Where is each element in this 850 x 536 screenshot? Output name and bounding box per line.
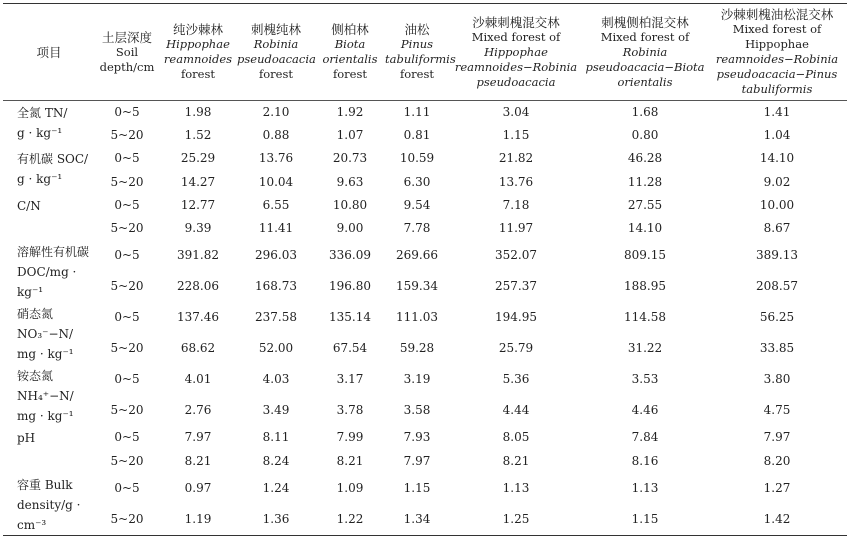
- header-col-4: 沙棘刺槐混交林 Mixed forest of Hippophae reamnoides−Robinia pseudoacacia: [454, 14, 578, 89]
- value-cell: 11.97: [498, 221, 534, 236]
- row-label-line1: C/N: [17, 198, 41, 213]
- value-cell: 8.67: [763, 221, 791, 236]
- value-cell: 1.11: [403, 104, 431, 119]
- value-cell: 1.98: [184, 104, 212, 119]
- value-cell: 3.53: [631, 372, 659, 387]
- depth-cell: 0~5: [114, 248, 140, 263]
- table-row: [3, 302, 847, 333]
- table-row: [3, 333, 847, 364]
- row-label: [3, 147, 95, 194]
- depth-cell: 5~20: [110, 403, 144, 418]
- value-cell: 114.58: [624, 310, 666, 325]
- depth-cell: 5~20: [110, 279, 144, 294]
- row-label-line1: 容重 Bulk: [17, 477, 73, 492]
- value-cell: 7.97: [184, 430, 212, 445]
- value-cell: 11.41: [258, 221, 294, 236]
- value-cell: 1.15: [403, 481, 431, 495]
- value-cell: 9.39: [184, 221, 212, 236]
- table-row: [3, 194, 847, 217]
- value-cell: 3.17: [336, 372, 364, 387]
- value-cell: 59.28: [399, 341, 435, 356]
- header-item: 项目: [36, 44, 62, 60]
- value-cell: 269.66: [396, 248, 438, 263]
- value-cell: 9.63: [336, 174, 364, 189]
- value-cell: 14.10: [627, 221, 663, 236]
- header-col-6: 沙棘刺槐油松混交林 Mixed forest of Hippophae reamnoides−Robinia pseudoacacia−Pinus tabuliformis: [715, 7, 839, 96]
- value-cell: 2.10: [262, 104, 290, 119]
- depth-cell: 5~20: [110, 221, 144, 236]
- value-cell: 8.20: [763, 453, 791, 468]
- value-cell: 111.03: [396, 310, 438, 325]
- value-cell: 137.46: [177, 310, 219, 325]
- value-cell: 3.58: [403, 403, 431, 418]
- row-label-line2: density/g · cm⁻³: [17, 497, 81, 532]
- value-cell: 4.44: [502, 403, 530, 418]
- row-label: [3, 101, 95, 148]
- value-cell: 257.37: [495, 279, 537, 294]
- value-cell: 4.01: [184, 372, 212, 387]
- value-cell: 0.81: [403, 127, 431, 142]
- value-cell: 1.15: [502, 127, 530, 142]
- value-cell: 391.82: [177, 248, 219, 263]
- value-cell: 3.78: [336, 403, 364, 418]
- depth-cell: 0~5: [114, 372, 140, 387]
- value-cell: 8.21: [184, 453, 212, 468]
- row-label-line1: 全氮 TN/: [17, 106, 68, 120]
- table-header: [3, 4, 847, 101]
- value-cell: 1.68: [631, 104, 659, 119]
- value-cell: 0.88: [262, 127, 290, 142]
- value-cell: 0.97: [184, 481, 212, 495]
- header-depth: 土层深度 Soil depth/cm: [99, 29, 155, 74]
- table-row: [3, 101, 847, 124]
- value-cell: 3.49: [262, 403, 290, 418]
- value-cell: 196.80: [329, 279, 371, 294]
- value-cell: 56.25: [759, 310, 795, 325]
- value-cell: 1.15: [631, 512, 659, 526]
- value-cell: 7.78: [403, 221, 431, 236]
- value-cell: 228.06: [177, 279, 219, 294]
- table-row: [3, 395, 847, 426]
- value-cell: 12.77: [180, 197, 216, 212]
- row-label-line2: mg · kg⁻¹: [17, 409, 74, 424]
- row-label-line1: 溶解性有机碳: [17, 245, 90, 260]
- value-cell: 4.46: [631, 403, 659, 418]
- row-label: [3, 364, 95, 426]
- value-cell: 25.29: [180, 151, 216, 166]
- value-cell: 7.93: [403, 430, 431, 445]
- value-cell: 9.54: [403, 197, 431, 212]
- value-cell: 14.27: [180, 174, 216, 189]
- row-label-line2: g · kg⁻¹: [17, 126, 63, 140]
- value-cell: 8.05: [502, 430, 530, 445]
- value-cell: 336.09: [329, 248, 371, 263]
- value-cell: 208.57: [756, 279, 798, 294]
- row-label-line1: 硝态氮 NO₃⁻−N/: [17, 307, 74, 342]
- depth-cell: 0~5: [114, 197, 140, 212]
- value-cell: 0.80: [631, 127, 659, 142]
- value-cell: 6.30: [403, 174, 431, 189]
- value-cell: 7.99: [336, 430, 364, 445]
- row-label: [3, 426, 95, 473]
- value-cell: 194.95: [495, 310, 537, 325]
- value-cell: 1.52: [184, 127, 212, 142]
- depth-cell: 0~5: [114, 430, 140, 445]
- value-cell: 4.03: [262, 372, 290, 387]
- value-cell: 1.22: [336, 512, 364, 526]
- depth-cell: 0~5: [114, 151, 140, 166]
- table-row: [3, 217, 847, 240]
- value-cell: 1.41: [763, 104, 791, 119]
- value-cell: 33.85: [759, 341, 795, 356]
- depth-cell: 5~20: [110, 341, 144, 356]
- value-cell: 1.13: [631, 481, 659, 495]
- value-cell: 168.73: [255, 279, 297, 294]
- value-cell: 27.55: [627, 197, 663, 212]
- value-cell: 7.97: [763, 430, 791, 445]
- value-cell: 13.76: [498, 174, 534, 189]
- row-label-line2: DOC/mg · kg⁻¹: [17, 265, 77, 300]
- value-cell: 188.95: [624, 279, 666, 294]
- value-cell: 14.10: [759, 151, 795, 166]
- table-body: [3, 101, 847, 536]
- value-cell: 25.79: [498, 341, 534, 356]
- value-cell: 1.42: [763, 512, 791, 526]
- value-cell: 237.58: [255, 310, 297, 325]
- header-col-2: 侧柏林 Biota orientalis forest: [322, 22, 378, 81]
- value-cell: 7.84: [631, 430, 659, 445]
- value-cell: 1.92: [336, 104, 364, 119]
- value-cell: 1.24: [262, 481, 290, 495]
- value-cell: 52.00: [258, 341, 294, 356]
- row-label-line1: 铵态氮 NH₄⁺−N/: [17, 369, 74, 404]
- row-label-line2: g · kg⁻¹: [17, 172, 63, 187]
- value-cell: 1.04: [763, 127, 791, 142]
- value-cell: 7.97: [403, 453, 431, 468]
- header-col-3: 油松 Pinus tabuliformis forest: [385, 22, 456, 81]
- value-cell: 1.36: [262, 512, 290, 526]
- header-col-5: 刺槐侧柏混交林 Mixed forest of Robinia pseudoacacia−Biota orientalis: [585, 14, 705, 89]
- value-cell: 809.15: [624, 248, 666, 263]
- value-cell: 1.09: [336, 481, 364, 495]
- value-cell: 3.04: [502, 104, 530, 119]
- depth-cell: 5~20: [110, 127, 144, 142]
- depth-cell: 0~5: [114, 310, 140, 325]
- row-label: [3, 473, 95, 536]
- table-row: [3, 364, 847, 395]
- value-cell: 1.25: [502, 512, 530, 526]
- value-cell: 6.55: [262, 197, 290, 212]
- row-label-line1: pH: [17, 431, 36, 446]
- table-row: [3, 240, 847, 271]
- table-row: [3, 504, 847, 535]
- table-row: [3, 271, 847, 302]
- value-cell: 67.54: [332, 341, 368, 356]
- table-row: [3, 170, 847, 193]
- value-cell: 3.19: [403, 372, 431, 387]
- header-col-1: 刺槐纯林 Robinia pseudoacacia forest: [237, 22, 316, 81]
- value-cell: 1.19: [184, 512, 212, 526]
- depth-cell: 5~20: [110, 512, 144, 526]
- depth-cell: 0~5: [114, 104, 140, 119]
- value-cell: 10.59: [399, 151, 435, 166]
- value-cell: 13.76: [258, 151, 294, 166]
- value-cell: 5.36: [502, 372, 530, 387]
- table-row: [3, 426, 847, 449]
- value-cell: 8.21: [336, 453, 364, 468]
- value-cell: 9.00: [336, 221, 364, 236]
- row-label-line2: mg · kg⁻¹: [17, 347, 74, 362]
- value-cell: 31.22: [627, 341, 663, 356]
- depth-cell: 5~20: [110, 174, 144, 189]
- value-cell: 352.07: [495, 248, 537, 263]
- table-row: [3, 124, 847, 147]
- value-cell: 10.80: [332, 197, 368, 212]
- value-cell: 4.75: [763, 403, 791, 418]
- soil-properties-table: [3, 3, 847, 536]
- value-cell: 135.14: [329, 310, 371, 325]
- value-cell: 21.82: [498, 151, 534, 166]
- row-label: [3, 194, 95, 241]
- value-cell: 68.62: [180, 341, 216, 356]
- value-cell: 159.34: [396, 279, 438, 294]
- table-row: [3, 473, 847, 504]
- depth-cell: 0~5: [114, 481, 140, 495]
- table-row: [3, 450, 847, 473]
- value-cell: 3.80: [763, 372, 791, 387]
- value-cell: 1.07: [336, 127, 364, 142]
- value-cell: 10.04: [258, 174, 294, 189]
- table-row: [3, 147, 847, 170]
- row-label: [3, 240, 95, 302]
- value-cell: 20.73: [332, 151, 368, 166]
- value-cell: 389.13: [756, 248, 798, 263]
- value-cell: 8.21: [502, 453, 530, 468]
- value-cell: 1.13: [502, 481, 530, 495]
- value-cell: 11.28: [627, 174, 663, 189]
- row-label-line1: 有机碳 SOC/: [17, 152, 89, 167]
- value-cell: 8.24: [262, 453, 290, 468]
- value-cell: 296.03: [255, 248, 297, 263]
- value-cell: 1.34: [403, 512, 431, 526]
- value-cell: 8.16: [631, 453, 659, 468]
- depth-cell: 5~20: [110, 453, 144, 468]
- value-cell: 10.00: [759, 197, 795, 212]
- value-cell: 8.11: [262, 430, 290, 445]
- header-row: [3, 4, 847, 101]
- value-cell: 1.27: [763, 481, 791, 495]
- value-cell: 9.02: [763, 174, 791, 189]
- value-cell: 7.18: [502, 197, 530, 212]
- value-cell: 46.28: [627, 151, 663, 166]
- header-col-0: 纯沙棘林 Hippophae reamnoides forest: [163, 22, 233, 81]
- value-cell: 2.76: [184, 403, 212, 418]
- row-label: [3, 302, 95, 364]
